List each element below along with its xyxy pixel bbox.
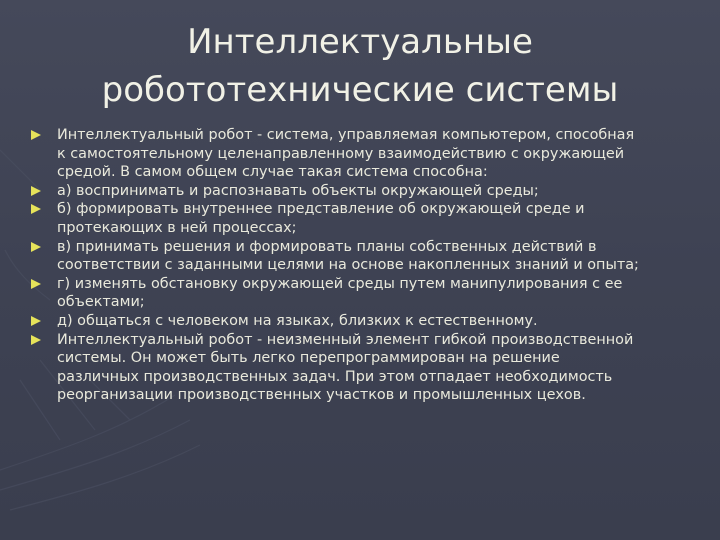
bullet-item xyxy=(30,126,700,182)
bullet-line: системы. Он может быть легко перепрограммирован на решение xyxy=(57,350,560,367)
bullet-item xyxy=(30,275,700,312)
bullet-line: Интеллектуальный робот - система, управляемая компьютером, способная xyxy=(57,127,635,143)
arrow-right-icon xyxy=(31,186,41,196)
bullet-line: г) изменять обстановку окружающей среды путем манипулирования с ее xyxy=(57,275,623,292)
arrow-right-icon xyxy=(31,316,41,326)
arrow-right-icon xyxy=(31,242,41,252)
slide-title-line: робототехнические системы xyxy=(101,70,619,110)
bullet-list xyxy=(30,126,700,405)
bullet-line: б) формировать внутреннее представление об окружающей среде и xyxy=(57,201,585,218)
arrow-right-icon xyxy=(31,279,41,289)
arrow-right-icon xyxy=(31,204,41,214)
bullet-line: в) принимать решения и формировать планы собственных действий в xyxy=(57,238,597,255)
bullet-line: средой. В самом общем случае такая система способна: xyxy=(57,164,488,181)
bullet-item xyxy=(30,331,700,405)
arrow-right-icon xyxy=(31,335,41,345)
bullet-item xyxy=(30,182,700,201)
bullet-line: реорганизации производственных участков и промышленных цехов. xyxy=(57,387,586,404)
bullet-item xyxy=(30,200,700,237)
slide-title-line: Интеллектуальные xyxy=(187,22,533,62)
bullet-line: соответствии с заданными целями на основе накопленных знаний и опыта; xyxy=(57,257,639,274)
bullet-line: протекающих в ней процессах; xyxy=(57,219,297,236)
arrow-right-icon xyxy=(31,130,41,140)
bullet-item xyxy=(30,238,700,275)
bullet-line: к самостоятельному целенаправленному взаимодействию с окружающей xyxy=(57,145,625,162)
bullet-line: Интеллектуальный робот - неизменный элемент гибкой производственной xyxy=(57,331,634,348)
bullet-line: д) общаться с человеком на языках, близких к естественному. xyxy=(57,312,538,329)
bullet-line: объектами; xyxy=(57,294,145,311)
slide-title xyxy=(40,18,680,114)
bullet-line: а) воспринимать и распознавать объекты окружающей среды; xyxy=(57,182,539,199)
bullet-line: различных производственных задач. При этом отпадает необходимость xyxy=(57,368,613,385)
bullet-item xyxy=(30,312,700,331)
